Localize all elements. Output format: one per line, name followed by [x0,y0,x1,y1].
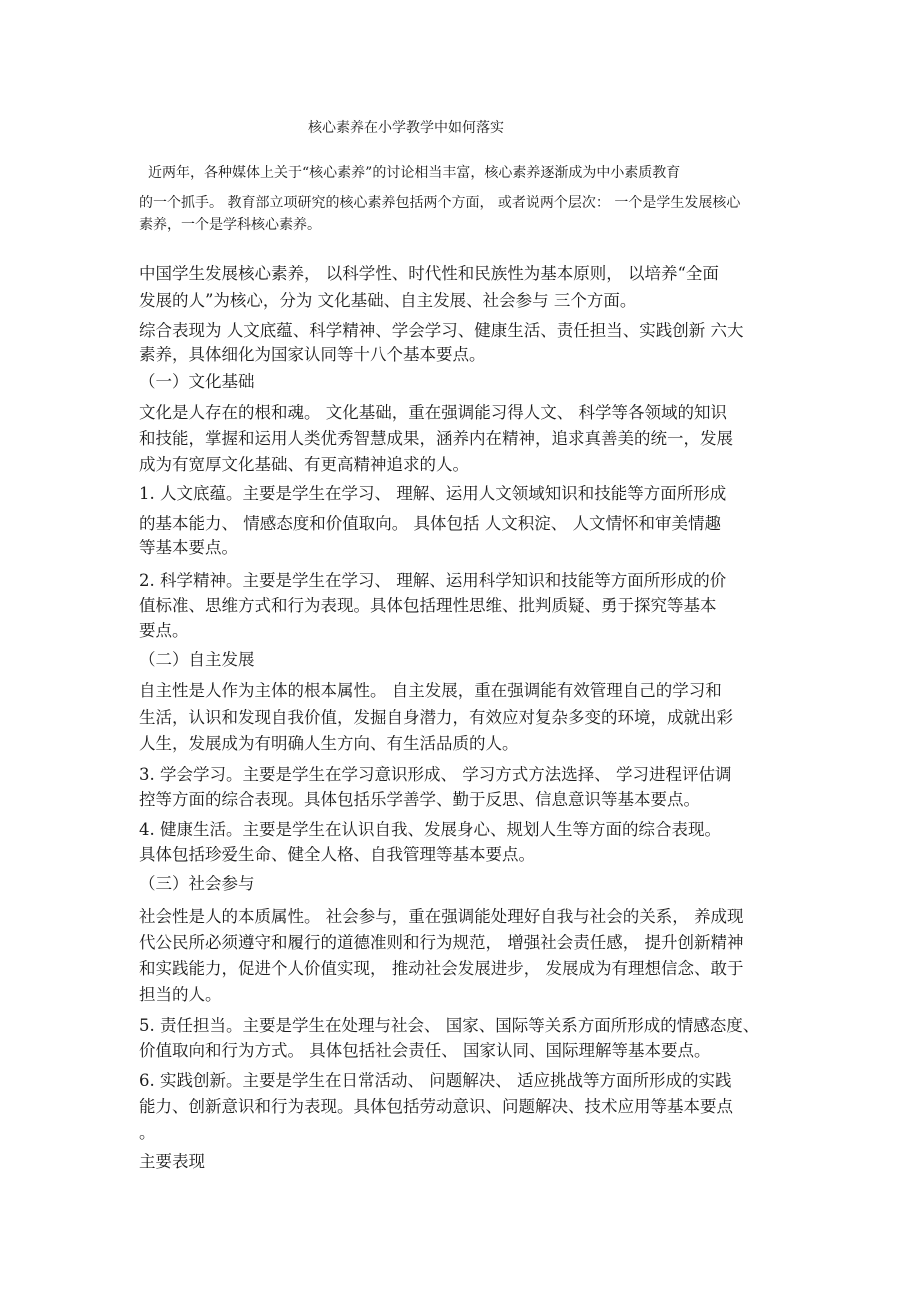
paragraph-line: 。 [139,1123,156,1142]
paragraph-line: 素养，具体细化为国家认同等十八个基本要点。 [139,345,486,364]
paragraph-line: 等基本要点。 [139,538,238,557]
section-heading-culture: （一）文化基础 [139,372,255,391]
intro-line-1: 近两年，各种媒体上关于“核心素养”的讨论相当丰富，核心素养逐渐成为中小素质教育 [148,165,681,181]
paragraph-line: 要点。 [139,621,189,640]
paragraph-line: 人生，发展成为有明确人生方向、有生活品质的人。 [139,734,519,753]
section-heading-autonomy: （二）自主发展 [139,650,255,669]
paragraph-line: 6. 实践创新。主要是学生在日常活动、 问题解决、 适应挑战等方面所形成的实践 [139,1071,732,1090]
paragraph-line: 代公民所必须遵守和履行的道德准则和行为规范， 增强社会责任感， 提升创新精神 [139,933,744,952]
paragraph-line: 价值取向和行为方式。 具体包括社会责任、 国家认同、国际理解等基本要点。 [139,1041,711,1060]
section-heading-society: （三）社会参与 [139,874,255,893]
paragraph-line: 2. 科学精神。主要是学生在学习、 理解、运用科学知识和技能等方面所形成的价 [139,571,727,590]
paragraph-line: 1. 人文底蕴。主要是学生在学习、 理解、运用人文领域知识和技能等方面所形成 [139,484,727,503]
paragraph-line: 社会性是人的本质属性。 社会参与，重在强调能处理好自我与社会的关系， 养成现 [139,907,744,926]
paragraph-line: 值标准、思维方式和行为表现。具体包括理性思维、批判质疑、勇于探究等基本 [139,596,717,615]
paragraph-line: 担当的人。 [139,985,222,1004]
paragraph-line: 自主性是人作为主体的根本属性。 自主发展，重在强调能有效管理自己的学习和 [139,681,722,700]
paragraph-line: 的基本能力、 情感态度和价值取向。 具体包括 人文积淀、 人文情怀和审美情趣 [139,514,721,533]
paragraph-line: 控等方面的综合表现。具体包括乐学善学、勤于反思、信息意识等基本要点。 [139,790,700,809]
intro-line-2: 的一个抓手。 教育部立项研究的核心素养包括两个方面， 或者说两个层次： 一个是学生发展核心 [139,195,741,211]
paragraph-line: 4. 健康生活。主要是学生在认识自我、发展身心、规划人生等方面的综合表现。 [139,820,721,839]
section-heading-main-performance: 主要表现 [139,1152,205,1171]
paragraph-line: 文化是人存在的根和魂。 文化基础，重在强调能习得人文、 科学等各领域的知识 [139,403,727,422]
paragraph-line: 3. 学会学习。主要是学生在学习意识形成、 学习方式方法选择、 学习进程评估调 [139,765,732,784]
page-title: 核心素养在小学教学中如何落实 [308,120,504,136]
paragraph-line: 和技能，掌握和运用人类优秀智慧成果，涵养内在精神，追求真善美的统一，发展 [139,429,733,448]
paragraph-line: 能力、创新意识和行为表现。具体包括劳动意识、问题解决、技术应用等基本要点 [139,1097,733,1116]
paragraph-line: 发展的人”为核心，分为 文化基础、自主发展、社会参与 三个方面。 [139,291,637,310]
intro-line-3: 素养，一个是学科核心素养。 [139,217,321,233]
paragraph-line: 综合表现为 人文底蕴、科学精神、学会学习、健康生活、责任担当、实践创新 六大 [139,321,744,340]
paragraph-line: 中国学生发展核心素养， 以科学性、时代性和民族性为基本原则， 以培养“全面 [139,264,719,283]
paragraph-line: 生活，认识和发现自我价值，发掘自身潜力，有效应对复杂多变的环境，成就出彩 [139,708,733,727]
paragraph-line: 具体包括珍爱生命、健全人格、自我管理等基本要点。 [139,845,535,864]
paragraph-line: 成为有宽厚文化基础、有更高精神追求的人。 [139,455,469,474]
paragraph-line: 和实践能力，促进个人价值实现， 推动社会发展进步， 发展成为有理想信念、敢于 [139,959,744,978]
paragraph-line: 5. 责任担当。主要是学生在处理与社会、 国家、国际等关系方面所形成的情感态度、 [139,1016,760,1035]
